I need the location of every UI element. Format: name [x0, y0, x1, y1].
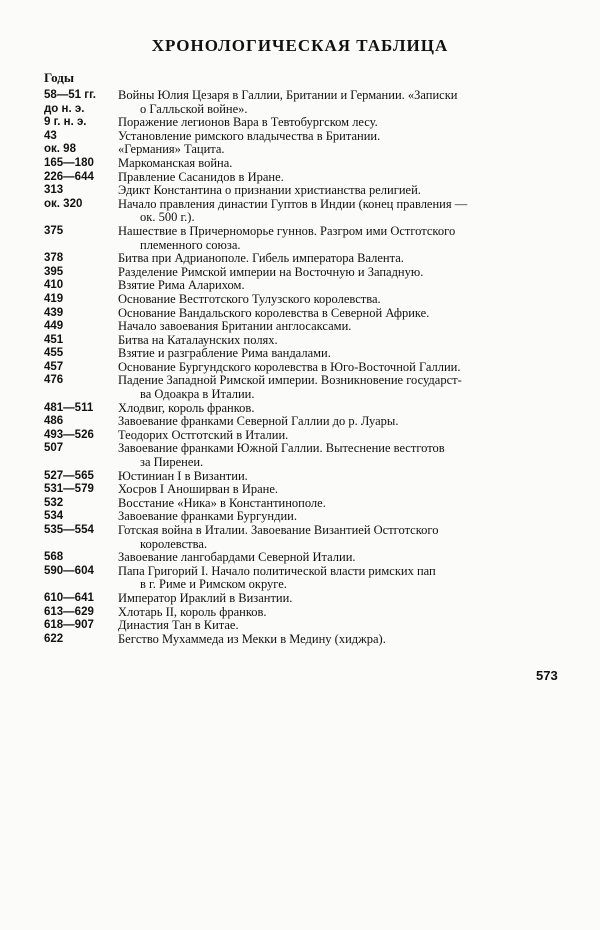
- entry-description: [118, 293, 564, 307]
- page-title: ХРОНОЛОГИЧЕСКАЯ ТАБЛИЦА: [151, 36, 449, 55]
- entry-description: [118, 551, 564, 565]
- entry-date: 535—554: [44, 524, 94, 536]
- entry-text: Восстание «Ника» в Константинополе.: [118, 495, 326, 510]
- entry-description: [118, 606, 564, 620]
- entry-text: Хлотарь II, король франков.: [118, 604, 267, 619]
- entry-description: [118, 130, 564, 144]
- entry-text: Юстиниан I в Византии.: [118, 468, 248, 483]
- entry-text: Битва на Каталаунских полях.: [118, 332, 278, 347]
- entry-text: Император Ираклий в Византии.: [118, 590, 293, 605]
- table-row: [44, 171, 564, 185]
- entry-description: [118, 442, 564, 469]
- table-row: [44, 307, 564, 321]
- entry-text: Теодорих Остготский в Италии.: [118, 427, 289, 442]
- entry-date: 9 г. н. э.: [44, 116, 87, 129]
- entry-description: [118, 143, 564, 157]
- table-row: [44, 497, 564, 511]
- table-row: [44, 130, 564, 144]
- entry-description: [118, 470, 564, 484]
- entry-description: [118, 510, 564, 524]
- entry-text-continuation: о Галльской войне».: [140, 101, 248, 116]
- entry-text: Взятие Рима Аларихом.: [118, 278, 245, 293]
- table-row: [44, 551, 564, 565]
- entry-text-continuation: за Пиренеи.: [140, 455, 204, 470]
- table-row: [44, 334, 564, 348]
- entry-description: [118, 266, 564, 280]
- chronology-table: [44, 89, 564, 646]
- entry-description: [118, 402, 564, 416]
- entry-text: Завоевание франками Северной Галлии до р. Луары.: [118, 414, 399, 429]
- entry-description: [118, 116, 564, 130]
- entry-text-continuation: ок. 500 г.).: [140, 210, 195, 225]
- entry-date: 481—511: [44, 401, 94, 414]
- entry-text: Завоевание франками Бургундии.: [118, 509, 297, 524]
- table-row: [44, 198, 564, 225]
- entry-date: 613—629: [44, 605, 94, 618]
- entry-date: 622: [44, 632, 64, 645]
- table-row: [44, 415, 564, 429]
- entry-description: [118, 198, 564, 225]
- entry-date: ок. 98: [44, 143, 76, 156]
- entry-date: 395: [44, 265, 64, 278]
- entry-description: [118, 279, 564, 293]
- table-row: [44, 252, 564, 266]
- table-row: [44, 374, 564, 401]
- entry-text-continuation: ва Одоакра в Италии.: [140, 387, 255, 402]
- entry-text: Поражение легионов Вара в Тевтобургском лесу.: [118, 115, 378, 130]
- table-row: [44, 633, 564, 647]
- entry-date: 451: [44, 333, 64, 346]
- entry-date: 534: [44, 510, 64, 523]
- table-row: [44, 402, 564, 416]
- entry-date: 531—579: [44, 483, 94, 496]
- entry-description: [118, 524, 564, 551]
- table-row: [44, 266, 564, 280]
- entry-text: Готская война в Италии. Завоевание Византией Остготского: [118, 523, 439, 537]
- table-row: [44, 619, 564, 633]
- entry-description: [118, 225, 564, 252]
- entry-date: 568: [44, 551, 64, 564]
- entry-date: 527—565: [44, 469, 94, 482]
- entry-date: 507: [44, 442, 64, 455]
- entry-text: Взятие и разграбление Рима вандалами.: [118, 346, 331, 361]
- entry-date: 455: [44, 347, 64, 360]
- entry-description: [118, 347, 564, 361]
- entry-date: 58—51 гг. до н. э.: [44, 89, 96, 115]
- entry-date: 493—526: [44, 428, 94, 441]
- table-row: [44, 606, 564, 620]
- entry-text: Хосров I Аноширван в Иране.: [118, 482, 279, 497]
- entry-text: Начало завоевания Британии англосаксами.: [118, 319, 352, 334]
- entry-description: [118, 619, 564, 633]
- entry-date: 476: [44, 374, 64, 387]
- entry-date: 226—644: [44, 170, 94, 183]
- entry-description: [118, 497, 564, 511]
- entry-text: Эдикт Константина о признании христианства религией.: [118, 183, 421, 198]
- entry-date: 449: [44, 320, 64, 333]
- entry-description: [118, 89, 564, 116]
- entry-text: Правление Сасанидов в Иране.: [118, 169, 284, 184]
- entry-date: 375: [44, 224, 64, 237]
- table-row: [44, 483, 564, 497]
- table-row: [44, 279, 564, 293]
- entry-date: 165—180: [44, 156, 94, 169]
- entry-text: Основание Бургундского королевства в Юго-Восточной Галлии.: [118, 359, 461, 374]
- table-row: [44, 320, 564, 334]
- entry-text: Хлодвиг, король франков.: [118, 400, 255, 415]
- entry-date: 532: [44, 496, 64, 509]
- entry-date: 419: [44, 292, 64, 305]
- entry-date: 618—907: [44, 619, 94, 632]
- entry-date: ок. 320: [44, 197, 83, 210]
- entry-date: 410: [44, 279, 64, 292]
- entry-text: Войны Юлия Цезаря в Галлии, Британии и Германии. «Записки: [118, 88, 458, 102]
- entry-description: [118, 252, 564, 266]
- entry-date: 313: [44, 184, 64, 197]
- table-row: [44, 510, 564, 524]
- table-row: [44, 361, 564, 375]
- entry-text: Маркоманская война.: [118, 155, 233, 170]
- entry-description: [118, 334, 564, 348]
- entry-text: Нашествие в Причерноморье гуннов. Разгром ими Остготского: [118, 223, 456, 238]
- entry-text: Основание Вандальского королевства в Северной Африке.: [118, 305, 430, 320]
- entry-description: [118, 374, 564, 401]
- table-row: [44, 225, 564, 252]
- entry-description: [118, 633, 564, 647]
- entry-description: [118, 320, 564, 334]
- table-row: [44, 143, 564, 157]
- entry-text: Разделение Римской империи на Восточную и Западную.: [118, 264, 424, 279]
- table-row: [44, 157, 564, 171]
- entry-text-continuation: в г. Риме и Римском округе.: [140, 577, 287, 592]
- entry-text: Битва при Адрианополе. Гибель императора Валента.: [118, 251, 404, 266]
- entry-description: [118, 157, 564, 171]
- column-header-years: Годы: [44, 70, 74, 85]
- entry-description: [118, 483, 564, 497]
- table-row: [44, 429, 564, 443]
- entry-description: [118, 415, 564, 429]
- entry-text: Бегство Мухаммеда из Мекки в Медину (хиджра).: [118, 631, 386, 646]
- table-row: [44, 89, 564, 116]
- entry-description: [118, 171, 564, 185]
- table-row: [44, 293, 564, 307]
- entry-text: Установление римского владычества в Британии.: [118, 128, 381, 143]
- entry-text: Завоевание франками Южной Галлии. Вытеснение вестготов: [118, 441, 445, 456]
- entry-text-continuation: королевства.: [140, 536, 208, 551]
- entry-date: 486: [44, 415, 64, 428]
- table-row: [44, 116, 564, 130]
- entry-description: [118, 307, 564, 321]
- entry-text: Завоевание лангобардами Северной Италии.: [118, 550, 356, 565]
- table-row: [44, 524, 564, 551]
- table-row: [44, 565, 564, 592]
- entry-text: «Германия» Тацита.: [118, 142, 225, 157]
- entry-description: [118, 429, 564, 443]
- entry-text: Папа Григорий I. Начало политической власти римских пап: [118, 563, 436, 578]
- table-row: [44, 442, 564, 469]
- entry-description: [118, 592, 564, 606]
- entry-date: 439: [44, 306, 64, 319]
- entry-date: 43: [44, 129, 57, 142]
- entry-date: 590—604: [44, 564, 94, 577]
- entry-text: Династия Тан в Китае.: [118, 618, 239, 633]
- entry-date: 457: [44, 360, 64, 373]
- entry-description: [118, 361, 564, 375]
- entry-text-continuation: племенного союза.: [140, 237, 241, 252]
- table-row: [44, 470, 564, 484]
- entry-text: Основание Вестготского Тулузского королевства.: [118, 291, 381, 306]
- entry-date: 610—641: [44, 591, 94, 604]
- table-row: [44, 592, 564, 606]
- entry-description: [118, 184, 564, 198]
- page-number: 573: [536, 668, 558, 683]
- entry-date: 378: [44, 252, 64, 265]
- entry-description: [118, 565, 564, 592]
- table-row: [44, 184, 564, 198]
- entry-text: Начало правления династии Гуптов в Индии (конец правления —: [118, 196, 468, 211]
- table-row: [44, 347, 564, 361]
- entry-text: Падение Западной Римской империи. Возникновение государст-: [118, 373, 462, 388]
